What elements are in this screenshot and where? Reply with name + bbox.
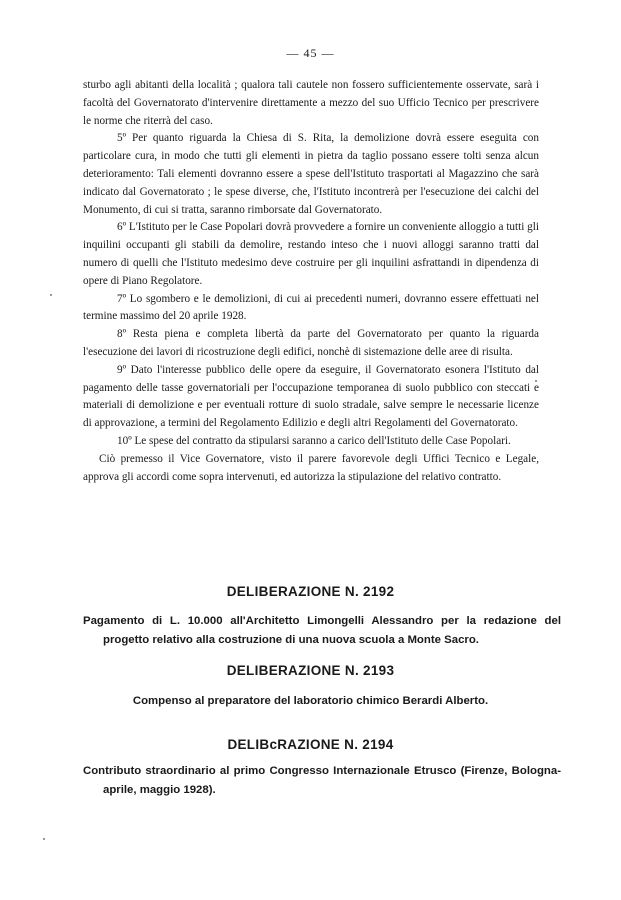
- page-number: — 45 —: [286, 46, 335, 60]
- deliberation-2192-title: DELIBERAZIONE N. 2192: [226, 584, 395, 599]
- deliberation-2192-subject: Pagamento di L. 10.000 all'Architetto Limongelli Alessandro per la redazione del progetto relativo alla costruzione di una nuova scuola a Monte Sacro.: [83, 615, 561, 646]
- paragraph-item-9: 9º Dato l'interesse pubblico delle opere da eseguire, il Governatorato esonera l'Istituto dal pagamento delle tasse governatoriali per l'occupazione temporanea di suolo pubblico con steccati e materiali di demolizione e per eventuali rotture di suolo stradale, salve sempre le necessarie licenze di approvazione, a termini del Regolamento Edilizio e degli altri Regolamenti del Governatorato.: [83, 363, 539, 430]
- paragraph-item-5: 5º Per quanto riguarda la Chiesa di S. Rita, la demolizione dovrà essere eseguita con particolare cura, in modo che tutti gli elementi in pietra da taglio possano essere tolti senza alcun deterioramento: Tali elementi dovranno essere a spese dell'Istituto trasportati al Magazzino che sarà indicato dal Governatorato ; le spese diverse, che, l'Istituto incontrerà per l'esecuzione dei calchi del Monumento, di cui si tratta, saranno rimborsate dal Governatorato.: [83, 132, 539, 216]
- body-text: [83, 77, 539, 486]
- scan-speck: [50, 294, 52, 296]
- paragraph-conclusion: Ciò premesso il Vice Governatore, visto il parere favorevole degli Uffici Tecnico e Legale, approva gli accordi come sopra intervenuti, ed autorizza la stipulazione del relativo contratto.: [83, 452, 539, 483]
- scan-speck: [43, 838, 45, 840]
- deliberation-2193-title: DELIBERAZIONE N. 2193: [226, 663, 395, 678]
- scan-speck: [535, 380, 537, 382]
- paragraph-item-7: 7º Lo sgombero e le demolizioni, di cui ai precedenti numeri, dovranno essere effettuati nel termine massimo del 20 aprile 1928.: [83, 292, 539, 323]
- deliberation-2194-title: DELIBcRAZIONE N. 2194: [227, 737, 394, 752]
- paragraph-item-8: 8º Resta piena e completa libertà da parte del Governatorato per quanto la riguarda l'esecuzione dei lavori di ricostruzione degli edifici, nonchè di sistemazione delle aree di risulta.: [83, 328, 539, 358]
- paragraph-item-6: 6º L'Istituto per le Case Popolari dovrà provvedere a fornire un conveniente alloggio a tutti gli inquilini occupanti gli stabili da demolire, restando inteso che i nuovi alloggi saranno tratti dal numero di quelli che l'Istituto medesimo deve costruire per gli inquilini asfrattandi in dipendenza di opere di Piano Regolatore.: [83, 221, 539, 287]
- deliberation-2194-subject: Contributo straordinario al primo Congresso Internazionale Etrusco (Firenze, Bologna-aprile, maggio 1928).: [83, 765, 561, 796]
- paragraph-item-10: 10º Le spese del contratto da stipularsi saranno a carico dell'Istituto delle Case Popolari.: [117, 434, 511, 447]
- paragraph-continuation: sturbo agli abitanti della località ; qualora tali cautele non fossero sufficientemente osservate, sarà i facoltà del Governatorato d'intervenire direttamente a mezzo del suo Ufficio Tecnico per prescrivere le norme che riterrà del caso.: [83, 79, 539, 127]
- deliberation-2193-subject: Compenso al preparatore del laboratorio chimico Berardi Alberto.: [132, 695, 489, 707]
